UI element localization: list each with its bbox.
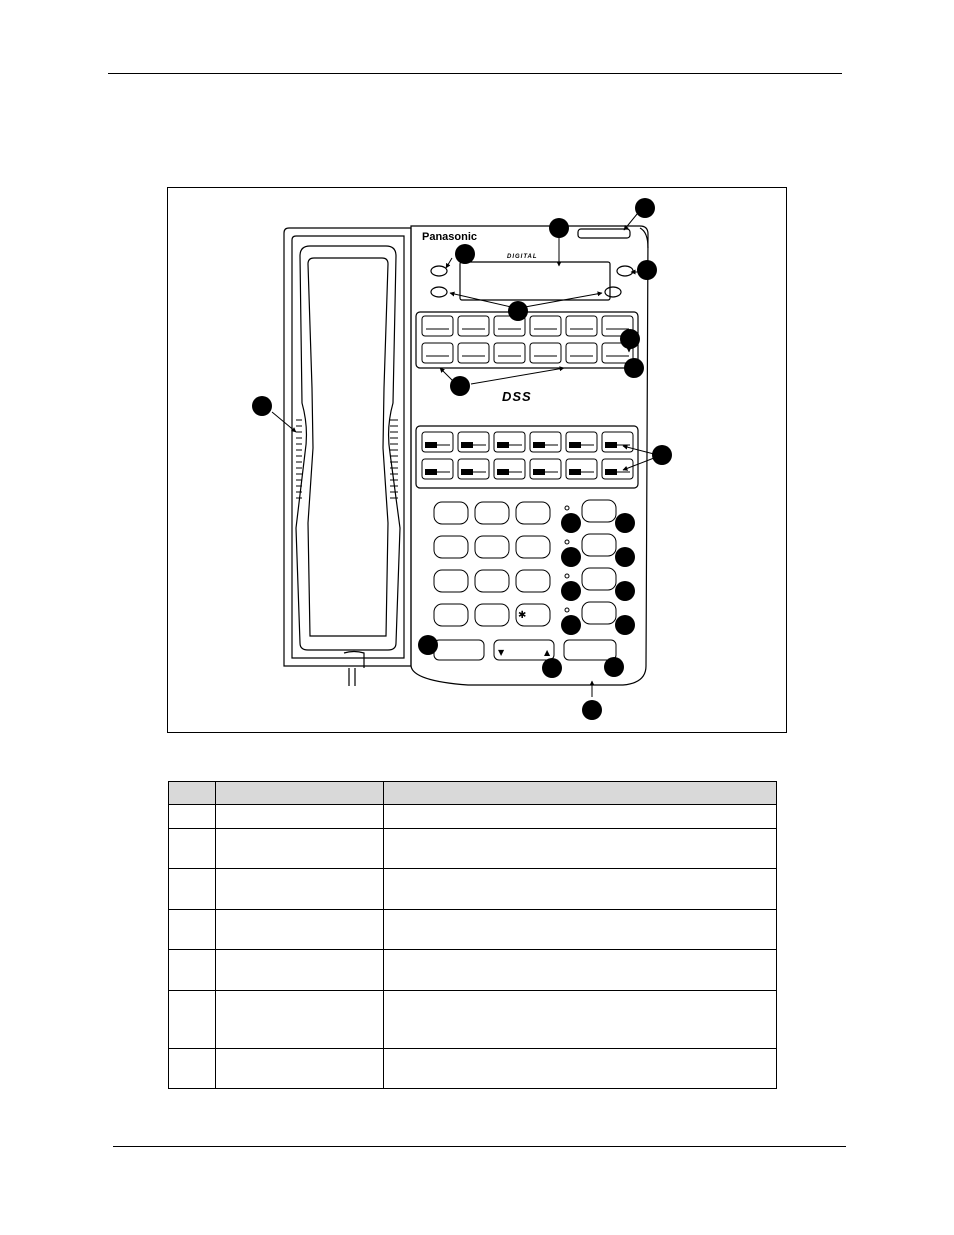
dial-key: [516, 570, 550, 592]
soft-key-left-bottom: [431, 287, 447, 297]
feature-table: [168, 781, 777, 1089]
callout-marker: [615, 615, 635, 635]
callout-marker: [637, 260, 657, 280]
table-row: [169, 950, 777, 991]
star-key-glyph: ✱: [518, 610, 527, 621]
function-key: [530, 343, 561, 363]
callout-marker: [561, 513, 581, 533]
soft-key-left-top: [431, 266, 447, 276]
table-header-cell: [384, 782, 777, 805]
message-lamp: [578, 229, 630, 238]
dial-key: [475, 570, 509, 592]
dial-pad: [434, 502, 550, 626]
table-row: [169, 1049, 777, 1089]
dial-key: [475, 536, 509, 558]
dial-key: [516, 502, 550, 524]
function-key: [530, 316, 561, 336]
dial-key: [516, 536, 550, 558]
table-header-cell: [216, 782, 384, 805]
co-key-led: [605, 469, 617, 475]
feature-key-led: [565, 574, 569, 578]
co-key-led: [425, 469, 437, 475]
table-row: [169, 869, 777, 910]
feature-key: [582, 568, 616, 590]
soft-key-right-bottom: [605, 287, 621, 297]
callout-marker: [252, 396, 272, 416]
function-key: [566, 316, 597, 336]
base-side: [640, 228, 648, 248]
callout-marker: [561, 615, 581, 635]
feature-key-led: [565, 506, 569, 510]
callout-marker: [549, 218, 569, 238]
handset-inner: [308, 258, 388, 636]
co-key-led: [497, 442, 509, 448]
function-key: [458, 343, 489, 363]
feature-key: [582, 500, 616, 522]
callout-marker: [615, 581, 635, 601]
co-key-led: [461, 469, 473, 475]
callout-marker: [561, 547, 581, 567]
volume-down-glyph: ▼: [498, 648, 505, 657]
feature-key: [582, 534, 616, 556]
co-key-led: [497, 469, 509, 475]
callout-marker: [582, 700, 602, 720]
callout-marker: [604, 657, 624, 677]
callout-marker: [542, 658, 562, 678]
callout-marker: [450, 376, 470, 396]
soft-key-right-top: [617, 266, 633, 276]
dial-key: [475, 502, 509, 524]
sp-phone-button: [564, 640, 616, 660]
table-header-row: [169, 782, 777, 805]
callout-marker: [615, 547, 635, 567]
table-row: [169, 910, 777, 950]
function-key: [458, 316, 489, 336]
co-key-led: [569, 469, 581, 475]
handset: [296, 246, 400, 650]
co-keys: [422, 432, 633, 479]
function-key: [422, 343, 453, 363]
dial-key: [434, 604, 468, 626]
co-key-led: [569, 442, 581, 448]
feature-key-led: [565, 608, 569, 612]
volume-up-glyph: ▲: [544, 648, 551, 657]
co-key-led: [605, 442, 617, 448]
cradle-outline: [284, 228, 411, 666]
dial-key: [475, 604, 509, 626]
table-header-cell: [169, 782, 216, 805]
brand-logo: Panasonic: [422, 231, 478, 243]
callout-marker: [652, 445, 672, 465]
callout-marker: [508, 301, 528, 321]
dial-key: [434, 570, 468, 592]
callout-marker: [615, 513, 635, 533]
table-row: [169, 991, 777, 1049]
function-key: [422, 316, 453, 336]
header-rule: [108, 73, 842, 74]
digital-badge: DIGITAL: [507, 254, 538, 260]
function-key: [494, 343, 525, 363]
leader-softkey-lt: [446, 258, 452, 268]
co-key-led: [533, 442, 545, 448]
leader-fn-c: [471, 368, 564, 384]
phone-diagram: [168, 188, 786, 732]
table-row: [169, 829, 777, 869]
function-key: [566, 343, 597, 363]
callout-marker: [455, 244, 475, 264]
co-key-led: [425, 442, 437, 448]
dial-key: [434, 502, 468, 524]
phone-diagram-frame: [167, 187, 787, 733]
co-key-led: [461, 442, 473, 448]
callout-marker: [635, 198, 655, 218]
footer-rule: [113, 1146, 846, 1147]
callout-marker: [561, 581, 581, 601]
co-key-led: [533, 469, 545, 475]
dial-key: [434, 536, 468, 558]
function-keys: [422, 316, 633, 363]
feature-key-led: [565, 540, 569, 544]
table-row: [169, 805, 777, 829]
callout-marker: [418, 635, 438, 655]
feature-key: [582, 602, 616, 624]
callout-marker: [624, 358, 644, 378]
dss-logo: DSS: [502, 389, 532, 404]
callout-marker: [620, 329, 640, 349]
lcd-display: [460, 262, 610, 300]
speaker-button: [434, 640, 484, 660]
